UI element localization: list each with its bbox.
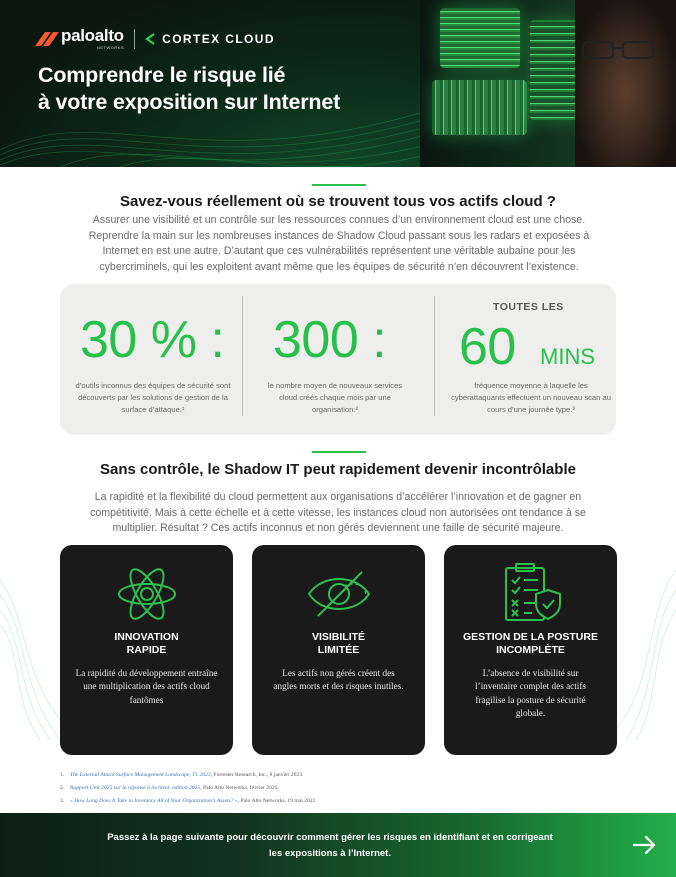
cta-line1: Passez à la page suivante pour découvrir comment gérer les risques en identifiant et en corrigeant bbox=[107, 832, 553, 843]
footnote-link[interactable]: « How Long Does It Take to Inventory All of Your Organization’s Assets? » bbox=[70, 798, 238, 804]
hero-screen-2 bbox=[432, 80, 527, 135]
footnote-link[interactable]: The External Attack Surface Management Landscape, T1 2023 bbox=[70, 772, 211, 778]
stat-300 bbox=[245, 284, 430, 435]
card-innovation bbox=[60, 545, 233, 755]
cortex-mark-icon bbox=[145, 33, 156, 45]
section2-rule bbox=[312, 451, 366, 453]
card-visibility bbox=[252, 545, 425, 755]
footnote-number: 3. bbox=[60, 798, 65, 804]
hero-person bbox=[575, 0, 676, 167]
cta-banner[interactable] bbox=[0, 813, 676, 877]
section1-heading: Savez-vous réellement où se trouvent tous vos actifs cloud ? bbox=[120, 193, 556, 210]
card-title: GESTION DE LA POSTURE INCOMPLÈTE bbox=[463, 631, 598, 656]
paloalto-mark-icon bbox=[38, 32, 58, 46]
footnote-text: , Palo Alto Networks, 19 mai 2021. bbox=[237, 798, 317, 804]
cortex-wordmark: CORTEX CLOUD bbox=[162, 31, 275, 46]
cta-text bbox=[70, 830, 590, 861]
brand-logos bbox=[38, 27, 275, 50]
stat-value: 30 % : bbox=[80, 311, 225, 369]
stat-description: le nombre moyen de nouveaux services cloud créés chaque mois par une organisation.² bbox=[267, 381, 403, 414]
page-title-line2: à votre exposition sur Internet bbox=[38, 90, 341, 114]
clipboard-shield-icon bbox=[444, 559, 617, 629]
page-title-line1: Comprendre le risque lié bbox=[38, 63, 286, 87]
stat-value: 300 : bbox=[273, 311, 387, 369]
stat-unit: MINS bbox=[540, 344, 595, 369]
hero-banner bbox=[0, 0, 676, 167]
footnote-3 bbox=[60, 798, 317, 804]
paloalto-logo bbox=[38, 27, 124, 50]
section2-body: La rapidité et la flexibilité du cloud permettent aux organisations d’accélérer l’innovation et de gagner en compétitivité. Mais à cette échelle et à cette vitesse, les instances cloud non autorisées ont tendance à se multiplier. Résultat ? Ces actifs inconnus et non gérés deviennent une faille de sécurité majeure. bbox=[90, 491, 586, 535]
card-title: VISIBILITÉ LIMITÉE bbox=[311, 631, 366, 656]
stat-prefix: TOUTES LES bbox=[493, 301, 564, 313]
hero-screen-3 bbox=[530, 20, 580, 120]
stats-panel bbox=[60, 284, 616, 435]
stat-divider bbox=[242, 296, 243, 416]
eye-slash-icon bbox=[252, 559, 425, 629]
stat-divider bbox=[434, 296, 435, 416]
footnote-1 bbox=[60, 772, 303, 778]
section1-body: Assurer une visibilité et un contrôle sur les ressources connues d’un environnement cloud est une chose. Reprendre la main sur les nombreuses instances de Shadow Cloud passant sous les radars et exposées à Internet en est une autre. D’autant que ces vulnérabilités représentent une véritable aubaine pour les cybercriminels, qui les exploitent avant même que les équipes de sécurité n’en découvrent l’existence. bbox=[88, 214, 590, 273]
cortex-cloud-logo bbox=[145, 32, 275, 46]
page-title bbox=[38, 62, 428, 116]
section2-heading: Sans contrôle, le Shadow IT peut rapidement devenir incontrôlable bbox=[100, 461, 576, 478]
footnote-2 bbox=[60, 785, 279, 791]
right-wave-pattern bbox=[616, 560, 676, 740]
section1-rule bbox=[312, 184, 366, 186]
hero-screen-1 bbox=[440, 8, 520, 68]
footnote-text: , Forrester Research, Inc., 8 janvier 2023. bbox=[210, 772, 304, 778]
footnote-link[interactable]: Rapport Unit 2025 sur la réponse à incident, édition 2025 bbox=[70, 785, 201, 791]
card-body: Les actifs non gérés créent des angles morts et des risques inutiles. bbox=[273, 668, 404, 692]
cta-line2: les expositions à l’Internet. bbox=[269, 847, 391, 859]
stat-description: d’outils inconnus des équipes de sécurité sont découverts par les solutions de gestion de la surface d’attaque.¹ bbox=[75, 381, 231, 414]
stat-60-mins bbox=[437, 284, 622, 435]
stat-30-percent bbox=[60, 284, 245, 435]
arrow-right-icon[interactable] bbox=[630, 833, 660, 857]
footnote-text: , Palo Alto Networks, février 2025. bbox=[200, 785, 279, 791]
card-body: La rapidité du développement entraîne une multiplication des actifs cloud fantômes bbox=[75, 668, 218, 705]
logo-divider bbox=[134, 29, 135, 49]
stat-value: 60 bbox=[459, 318, 516, 376]
card-title: INNOVATION RAPIDE bbox=[114, 631, 179, 656]
stat-description: fréquence moyenne à laquelle les cyberattaquants effectuent un nouveau scan au cours d’une journée type.³ bbox=[451, 381, 611, 414]
paloalto-networks-label: NETWORKS bbox=[97, 45, 125, 50]
atom-icon bbox=[60, 559, 233, 629]
paloalto-wordmark: paloalto bbox=[61, 26, 124, 45]
footnote-number: 2. bbox=[60, 785, 65, 791]
glasses-graphic bbox=[575, 36, 665, 66]
card-posture bbox=[444, 545, 617, 755]
footnote-number: 1. bbox=[60, 772, 65, 778]
card-body: L’absence de visibilité sur l’inventaire complet des actifs fragilise la posture de sécurité globale. bbox=[475, 668, 586, 719]
